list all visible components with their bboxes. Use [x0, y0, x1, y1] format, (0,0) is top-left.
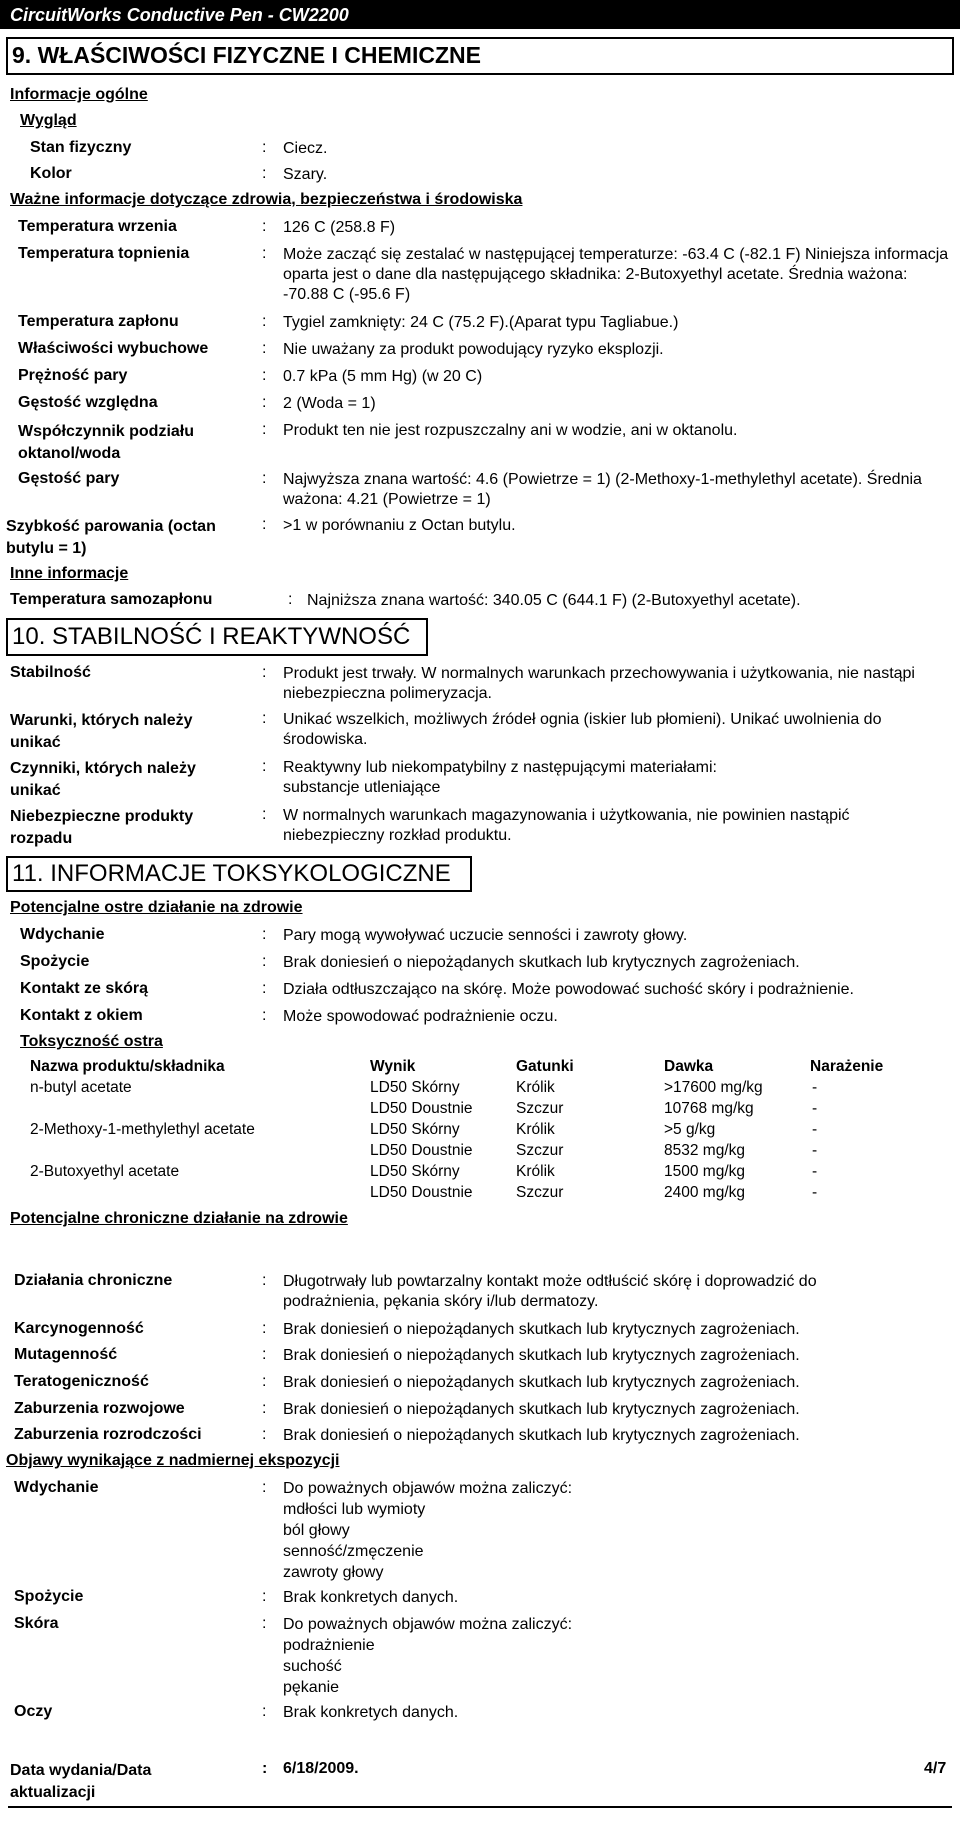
- section-10-title: 10. STABILNOŚĆ I REAKTYWNOŚĆ: [12, 623, 411, 650]
- section-11-header: [6, 856, 472, 892]
- eye-contact-value: Może spowodować podrażnienie oczu.: [283, 1008, 558, 1025]
- important-info-heading: Ważne informacje dotyczące zdrowia, bezpieczeństwa i środowiska: [10, 191, 523, 208]
- table-cell: -: [812, 1079, 818, 1096]
- page-number: 4/7: [924, 1760, 947, 1777]
- table-cell: Szczur: [516, 1142, 564, 1159]
- colon: :: [262, 1615, 267, 1632]
- footer-date-label: Data wydania/Data aktualizacji: [10, 1762, 152, 1801]
- overexposure-skin-line: Do poważnych objawów można zaliczyć:: [283, 1616, 573, 1633]
- colon: :: [262, 758, 267, 775]
- footer-divider: [8, 1806, 952, 1808]
- relative-density-value: 2 (Woda = 1): [283, 395, 376, 412]
- table-header: Gatunki: [516, 1058, 574, 1075]
- flash-label: Temperatura zapłonu: [18, 313, 179, 330]
- colon: :: [262, 313, 267, 330]
- inhalation-label: Wdychanie: [20, 926, 105, 943]
- table-cell: -: [812, 1163, 818, 1180]
- teratogenicity-value: Brak doniesień o niepożądanych skutkach lub krytycznych zagrożeniach.: [283, 1374, 800, 1391]
- colon: :: [262, 165, 267, 182]
- colon: :: [262, 926, 267, 943]
- overexposure-inhalation-line: mdłości lub wymioty: [283, 1501, 426, 1518]
- colon: :: [262, 1426, 267, 1443]
- vapor-density-label: Gęstość pary: [18, 470, 120, 487]
- colon: :: [262, 1007, 267, 1024]
- physical-state-label: Stan fizyczny: [30, 139, 132, 156]
- table-cell: LD50 Skórny: [370, 1121, 460, 1138]
- overexposure-inhalation-line: Do poważnych objawów można zaliczyć:: [283, 1480, 573, 1497]
- overexposure-skin-line: podrażnienie: [283, 1637, 375, 1654]
- color-label: Kolor: [30, 165, 72, 182]
- autoignition-label: Temperatura samozapłonu: [10, 591, 213, 608]
- colon: :: [262, 139, 267, 156]
- table-cell: 10768 mg/kg: [664, 1100, 754, 1117]
- section-9-header: [6, 37, 954, 75]
- table-cell: Szczur: [516, 1184, 564, 1201]
- autoignition-value: Najniższa znana wartość: 340.05 C (644.1 F) (2-Butoxyethyl acetate).: [307, 592, 801, 609]
- developmental-label: Zaburzenia rozwojowe: [14, 1400, 185, 1417]
- colon: :: [262, 1320, 267, 1337]
- colon: :: [262, 710, 267, 727]
- melting-value: Może zacząć się zestalać w następującej temperaturze: -63.4 C (-82.1 F) Niniejsza informacja oparta jest o dane dla następującego składnika: 2-Butoxyethyl acetate. Średnia ważona: -70.88 C (-95.6 F): [283, 246, 949, 303]
- general-info-heading: Informacje ogólne: [10, 86, 148, 103]
- skin-contact-label: Kontakt ze skórą: [20, 980, 149, 997]
- chronic-value: Długotrwały lub powtarzalny kontakt może odtłuścić skórę i doprowadzić do podrażnienia, pękania skóry i/lub dermatozy.: [283, 1273, 817, 1310]
- table-cell: Królik: [516, 1163, 555, 1180]
- overexposure-inhalation-label: Wdychanie: [14, 1479, 99, 1496]
- partition-value: Produkt ten nie jest rozpuszczalny ani w wodzie, ani w oktanolu.: [283, 422, 738, 439]
- table-cell: -: [812, 1142, 818, 1159]
- overexposure-eyes-label: Oczy: [14, 1703, 53, 1720]
- section-11-title: 11. INFORMACJE TOKSYKOLOGICZNE: [12, 860, 451, 887]
- colon: :: [262, 367, 267, 384]
- physical-state-value: Ciecz.: [283, 140, 328, 157]
- color-value: Szary.: [283, 166, 328, 183]
- colon: :: [262, 516, 267, 533]
- table-cell: Królik: [516, 1079, 555, 1096]
- colon: :: [262, 953, 267, 970]
- melting-label: Temperatura topnienia: [18, 245, 190, 262]
- partition-label: Współczynnik podziału oktanol/woda: [18, 423, 195, 462]
- vapor-density-value: Najwyższa znana wartość: 4.6 (Powietrze = 1) (2-Methoxy-1-methylethyl acetate). Średnia ważona: 4.21 (Powietrze = 1): [283, 471, 922, 508]
- carcinogenicity-label: Karcynogenność: [14, 1320, 144, 1337]
- colon: :: [262, 394, 267, 411]
- table-cell: 8532 mg/kg: [664, 1142, 745, 1159]
- colon: :: [262, 1400, 267, 1417]
- colon: :: [262, 980, 267, 997]
- table-cell: LD50 Doustnie: [370, 1142, 473, 1159]
- table-cell: 2400 mg/kg: [664, 1184, 745, 1201]
- overexposure-skin-line: suchość: [283, 1658, 342, 1675]
- boiling-value: 126 C (258.8 F): [283, 219, 396, 236]
- conditions-value: Unikać wszelkich, możliwych źródeł ognia (iskier lub płomieni). Unikać uwolnienia do środowiska.: [283, 711, 882, 748]
- explosive-value: Nie uważany za produkt powodujący ryzyko eksplozji.: [283, 341, 664, 358]
- evaporation-value: >1 w porównaniu z Octan butylu.: [283, 517, 516, 534]
- section-10-header: [6, 618, 428, 656]
- explosive-label: Właściwości wybuchowe: [18, 340, 209, 357]
- eye-contact-label: Kontakt z okiem: [20, 1007, 143, 1024]
- table-cell: LD50 Doustnie: [370, 1184, 473, 1201]
- vapor-pressure-value: 0.7 kPa (5 mm Hg) (w 20 C): [283, 368, 483, 385]
- table-cell: n-butyl acetate: [30, 1079, 132, 1096]
- overexposure-skin-line: pękanie: [283, 1679, 340, 1696]
- table-cell: >17600 mg/kg: [664, 1079, 763, 1096]
- colon: :: [288, 591, 293, 608]
- table-cell: 1500 mg/kg: [664, 1163, 745, 1180]
- overexposure-inhalation-line: senność/zmęczenie: [283, 1543, 424, 1560]
- boiling-label: Temperatura wrzenia: [18, 218, 177, 235]
- colon: :: [262, 340, 267, 357]
- chronic-label: Działania chroniczne: [14, 1272, 173, 1289]
- overexposure-ingestion-value: Brak konkretych danych.: [283, 1589, 459, 1606]
- inhalation-value: Pary mogą wywoływać uczucie senności i zawroty głowy.: [283, 927, 688, 944]
- colon: :: [262, 1479, 267, 1496]
- skin-contact-value: Działa odtłuszczająco na skórę. Może powodować suchość skóry i podrażnienie.: [283, 981, 854, 998]
- overexposure-inhalation-line: zawroty głowy: [283, 1564, 384, 1581]
- acute-effects-heading: Potencjalne ostre działanie na zdrowie: [10, 899, 303, 916]
- table-cell: Królik: [516, 1121, 555, 1138]
- table-cell: Szczur: [516, 1100, 564, 1117]
- colon: :: [262, 664, 267, 681]
- colon: :: [262, 245, 267, 262]
- teratogenicity-label: Teratogeniczność: [14, 1373, 149, 1390]
- colon: :: [262, 1703, 267, 1720]
- table-cell: -: [812, 1184, 818, 1201]
- table-cell: LD50 Skórny: [370, 1079, 460, 1096]
- colon: :: [262, 1760, 268, 1777]
- conditions-label: Warunki, których należy unikać: [10, 712, 193, 751]
- stability-value: Produkt jest trwały. W normalnych warunkach przechowywania i użytkowania, nie nastąpi niebezpieczna polimeryzacja.: [283, 665, 915, 702]
- colon: :: [262, 806, 267, 823]
- table-cell: 2-Butoxyethyl acetate: [30, 1163, 180, 1180]
- appearance-heading: Wygląd: [20, 112, 77, 129]
- mutagenicity-value: Brak doniesień o niepożądanych skutkach lub krytycznych zagrożeniach.: [283, 1347, 800, 1364]
- other-info-heading: Inne informacje: [10, 565, 129, 582]
- mutagenicity-label: Mutagenność: [14, 1346, 118, 1363]
- chronic-effects-heading: Potencjalne chroniczne działanie na zdrowie: [10, 1210, 348, 1227]
- section-9-title: 9. WŁAŚCIWOŚCI FIZYCZNE I CHEMICZNE: [12, 42, 481, 68]
- flash-value: Tygiel zamknięty: 24 C (75.2 F).(Aparat typu Tagliabue.): [283, 314, 679, 331]
- materials-value: Reaktywny lub niekompatybilny z następującymi materiałami: substancje utleniające: [283, 759, 717, 796]
- fertility-value: Brak doniesień o niepożądanych skutkach lub krytycznych zagrożeniach.: [283, 1427, 800, 1444]
- stability-label: Stabilność: [10, 664, 91, 681]
- overexposure-heading: Objawy wynikające z nadmiernej ekspozycji: [6, 1452, 340, 1469]
- colon: :: [262, 470, 267, 487]
- colon: :: [262, 1588, 267, 1605]
- colon: :: [262, 421, 267, 438]
- overexposure-inhalation-line: ból głowy: [283, 1522, 350, 1539]
- acute-toxicity-heading: Toksyczność ostra: [20, 1033, 163, 1050]
- decomposition-label: Niebezpieczne produkty rozpadu: [10, 808, 194, 847]
- table-header: Dawka: [664, 1058, 714, 1075]
- colon: :: [262, 1373, 267, 1390]
- ingestion-label: Spożycie: [20, 953, 90, 970]
- table-header: Nazwa produktu/składnika: [30, 1058, 225, 1075]
- table-header: Wynik: [370, 1058, 416, 1075]
- overexposure-eyes-value: Brak konkretych danych.: [283, 1704, 459, 1721]
- header-bar: [0, 0, 960, 29]
- table-cell: LD50 Doustnie: [370, 1100, 473, 1117]
- colon: :: [262, 1272, 267, 1289]
- developmental-value: Brak doniesień o niepożądanych skutkach lub krytycznych zagrożeniach.: [283, 1401, 800, 1418]
- carcinogenicity-value: Brak doniesień o niepożądanych skutkach lub krytycznych zagrożeniach.: [283, 1321, 800, 1338]
- table-cell: 2-Methoxy-1-methylethyl acetate: [30, 1121, 255, 1138]
- vapor-pressure-label: Prężność pary: [18, 367, 128, 384]
- overexposure-skin-label: Skóra: [14, 1615, 59, 1632]
- table-cell: >5 g/kg: [664, 1121, 716, 1138]
- table-cell: LD50 Skórny: [370, 1163, 460, 1180]
- overexposure-ingestion-label: Spożycie: [14, 1588, 84, 1605]
- fertility-label: Zaburzenia rozrodczości: [14, 1426, 202, 1443]
- ingestion-value: Brak doniesień o niepożądanych skutkach lub krytycznych zagrożeniach.: [283, 954, 800, 971]
- decomposition-value: W normalnych warunkach magazynowania i użytkowania, nie powinien nastąpić niebezpieczny rozkład produktu.: [283, 807, 850, 844]
- materials-label: Czynniki, których należy unikać: [10, 760, 196, 799]
- colon: :: [262, 1346, 267, 1363]
- relative-density-label: Gęstość względna: [18, 394, 158, 411]
- product-title: CircuitWorks Conductive Pen - CW2200: [10, 5, 349, 25]
- table-header: Narażenie: [810, 1058, 884, 1075]
- evaporation-label: Szybkość parowania (octan butylu = 1): [6, 518, 216, 557]
- colon: :: [262, 218, 267, 235]
- table-cell: -: [812, 1100, 818, 1117]
- table-cell: -: [812, 1121, 818, 1138]
- footer-date-value: 6/18/2009.: [283, 1760, 359, 1777]
